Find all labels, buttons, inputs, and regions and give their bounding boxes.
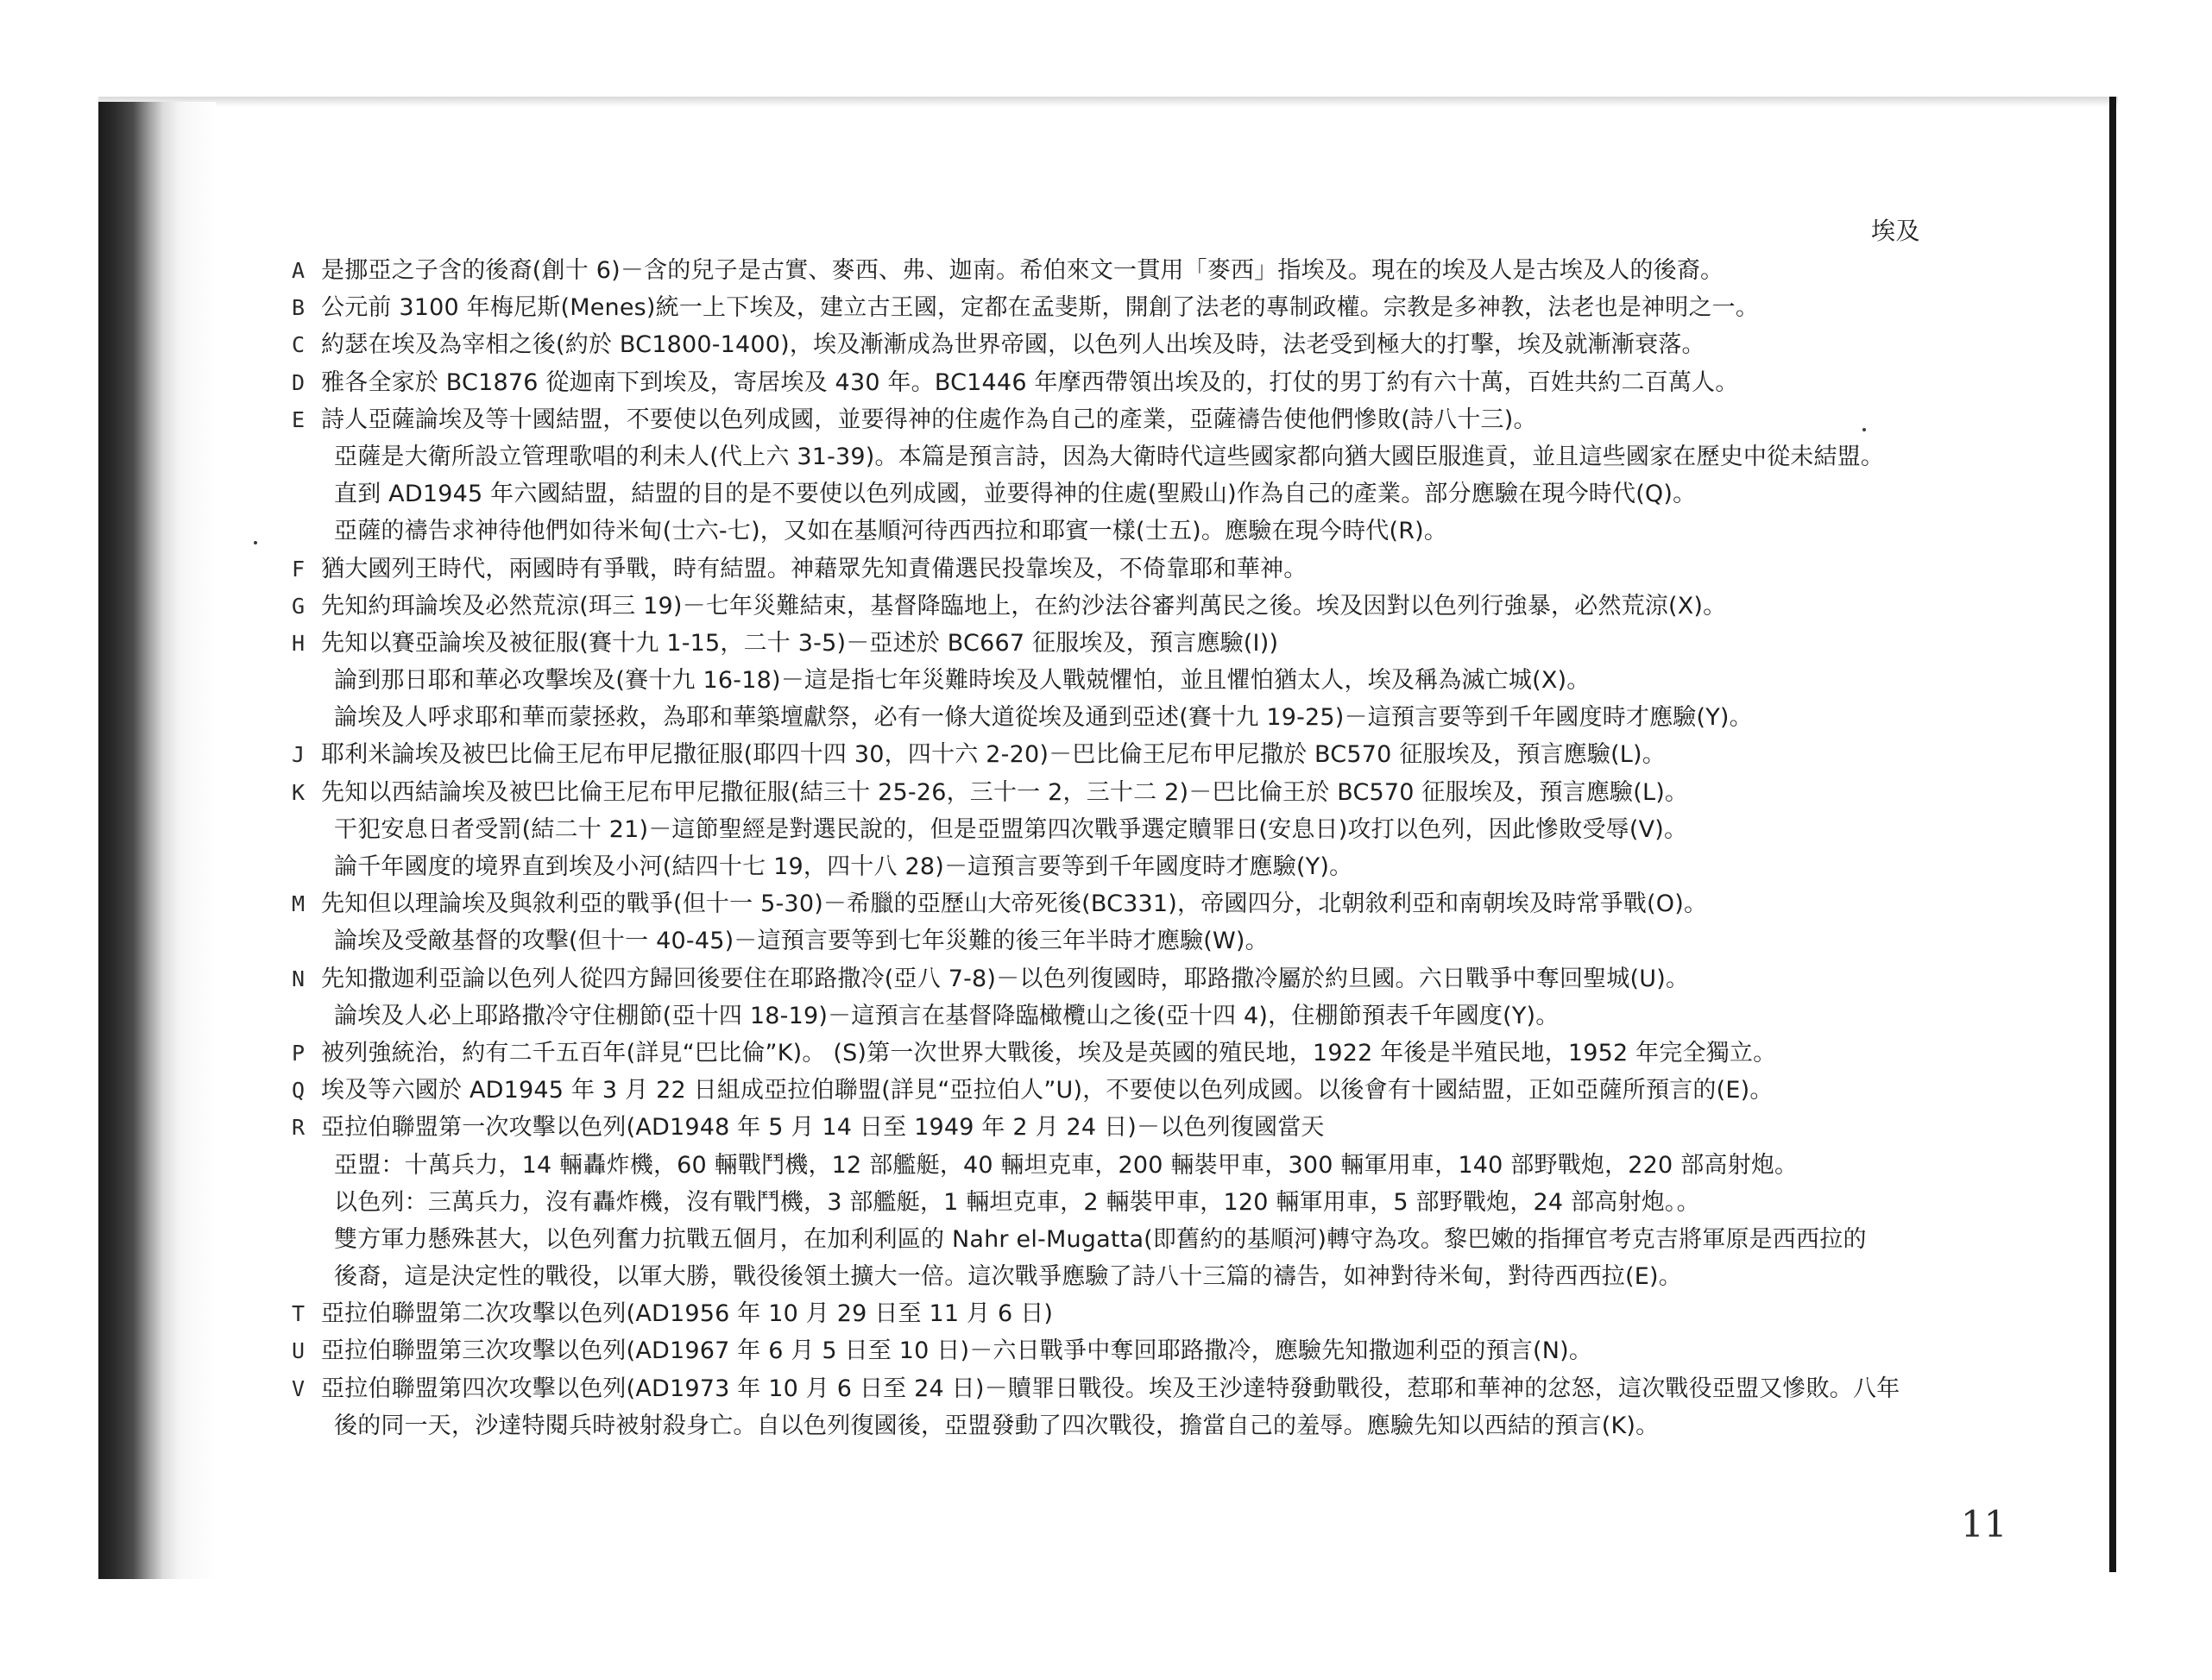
- line-text: 亞薩是大衛所設立管理歌唱的利未人(代上六 31-39)。本篇是預言詩，因為大衛時代這些國家都向猶大國臣服進貢，並且這些國家在歷史中從未結盟。: [334, 443, 1885, 470]
- line-text: 亞盟：十萬兵力，14 輛轟炸機，60 輛戰鬥機，12 部艦艇，40 輛坦克車，200 輛裝甲車，300 輛軍用車，140 部野戰炮，220 部高射炮。: [334, 1151, 1799, 1179]
- line-text: 先知以西結論埃及被巴比倫王尼布甲尼撒征服(結三十 25-26，三十一 2，三十二 2)－巴比倫王於 BC570 征服埃及，預言應驗(L)。: [321, 778, 1689, 806]
- continuation-line: [292, 811, 1932, 848]
- line-text: 亞拉伯聯盟第四次攻擊以色列(AD1973 年 10 月 6 日至 24 日)－贖罪日戰役。埃及王沙達特發動戰役，惹耶和華神的忿怒，這次戰役亞盟又慘敗。八年: [321, 1375, 1900, 1402]
- line-text: 雅各全家於 BC1876 從迦南下到埃及，寄居埃及 430 年。BC1446 年摩西帶領出埃及的，打仗的男丁約有六十萬，百姓共約二百萬人。: [321, 368, 1739, 396]
- section-line: [292, 326, 1932, 363]
- line-text: 先知約珥論埃及必然荒涼(珥三 19)－七年災難結束，基督降臨地上，在約沙法谷審判萬民之後。埃及因對以色列行強暴，必然荒涼(X)。: [321, 592, 1727, 620]
- line-text: 約瑟在埃及為宰相之後(約於 BC1800-1400)，埃及漸漸成為世界帝國，以色列人出埃及時，法老受到極大的打擊，埃及就漸漸衰落。: [321, 331, 1705, 359]
- section-line: [292, 364, 1932, 401]
- section-line: [292, 551, 1932, 588]
- page-right-edge: [2109, 97, 2116, 1572]
- continuation-line: [292, 513, 1932, 550]
- section-line: [292, 885, 1932, 922]
- section-marker: U: [292, 1338, 306, 1364]
- line-text: 干犯安息日者受罰(結二十 21)－這節聖經是對選民說的，但是亞盟第四次戰爭選定贖罪日(安息日)攻打以色列，因此慘敗受辱(V)。: [334, 815, 1688, 843]
- line-text: 亞拉伯聯盟第三次攻擊以色列(AD1967 年 6 月 5 日至 10 日)－六日戰爭中奪回耶路撒冷，應驗先知撒迦利亞的預言(N)。: [321, 1337, 1593, 1365]
- line-text: 雙方軍力懸殊甚大，以色列奮力抗戰五個月，在加利利區的 Nahr el-Mugatta(即舊約的基順河)轉守為攻。黎巴嫩的指揮官考克吉將軍原是西西拉的: [334, 1225, 1867, 1253]
- line-text: 論埃及人呼求耶和華而蒙拯救，為耶和華築壇獻祭，必有一條大道從埃及通到亞述(賽十九 19-25)－這預言要等到千年國度時才應驗(Y)。: [334, 704, 1753, 732]
- section-marker: F: [292, 556, 306, 582]
- section-line: [292, 252, 1932, 289]
- continuation-line: [292, 1184, 1932, 1221]
- section-marker: D: [292, 369, 306, 395]
- section-line: [292, 736, 1932, 773]
- line-text: 詩人亞薩論埃及等十國結盟，不要使以色列成國，並要得神的住處作為自己的產業，亞薩禱告使他們慘敗(詩八十三)。: [321, 406, 1537, 433]
- section-line: [292, 588, 1932, 625]
- section-line: [292, 1109, 1932, 1146]
- section-marker: A: [292, 258, 306, 283]
- section-marker: N: [292, 966, 306, 991]
- scan-speck: [254, 541, 257, 544]
- line-text: 先知但以理論埃及與敘利亞的戰爭(但十一 5-30)－希臘的亞歷山大帝死後(BC331)，帝國四分，北朝敘利亞和南朝埃及時常爭戰(O)。: [321, 890, 1708, 918]
- section-line: [292, 625, 1932, 662]
- line-text: 論埃及人必上耶路撒冷守住棚節(亞十四 18-19)－這預言在基督降臨橄欖山之後(亞十四 4)，住棚節預表千年國度(Y)。: [334, 1002, 1560, 1029]
- line-text: 公元前 3100 年梅尼斯(Menes)統一上下埃及，建立古王國，定都在孟斐斯，開創了法老的專制政權。宗教是多神教，法老也是神明之一。: [321, 294, 1760, 322]
- line-text: 論千年國度的境界直到埃及小河(結四十七 19，四十八 28)－這預言要等到千年國度時才應驗(Y)。: [334, 853, 1353, 880]
- section-line: [292, 774, 1932, 811]
- line-text: 先知以賽亞論埃及被征服(賽十九 1-15，二十 3-5)－亞述於 BC667 征服埃及，預言應驗(I)): [321, 629, 1279, 657]
- section-marker: G: [292, 593, 306, 619]
- continuation-line: [292, 922, 1932, 960]
- section-marker: B: [292, 295, 306, 321]
- section-line: [292, 289, 1932, 326]
- line-text: 論埃及受敵基督的攻擊(但十一 40-45)－這預言要等到七年災難的後三年半時才應驗(W)。: [334, 928, 1269, 955]
- continuation-line: [292, 848, 1932, 885]
- document-body: [292, 252, 1932, 1444]
- section-marker: M: [292, 891, 306, 917]
- section-marker: Q: [292, 1078, 306, 1104]
- section-marker: H: [292, 630, 306, 656]
- scan-speck: [1862, 428, 1866, 431]
- continuation-line: [292, 699, 1932, 736]
- continuation-line: [292, 662, 1932, 699]
- book-binding-shadow: [98, 102, 216, 1579]
- section-marker: P: [292, 1040, 306, 1066]
- section-line: [292, 1332, 1932, 1369]
- page-top-edge: [98, 97, 2118, 107]
- continuation-line: [292, 1147, 1932, 1184]
- line-text: 被列強統治，約有二千五百年(詳見“巴比倫”K)。 (S)第一次世界大戰後，埃及是英國的殖民地，1922 年後是半殖民地，1952 年完全獨立。: [321, 1039, 1777, 1067]
- section-line: [292, 401, 1932, 438]
- line-text: 亞拉伯聯盟第一次攻擊以色列(AD1948 年 5 月 14 日至 1949 年 2 月 24 日)－以色列復國當天: [321, 1114, 1325, 1142]
- continuation-line: [292, 997, 1932, 1035]
- section-marker: K: [292, 779, 306, 805]
- section-marker: T: [292, 1301, 306, 1327]
- section-line: [292, 1370, 1932, 1407]
- continuation-line: [292, 475, 1932, 513]
- page-header-label: 埃及: [1871, 217, 1921, 245]
- section-marker: J: [292, 742, 306, 768]
- line-text: 亞拉伯聯盟第二次攻擊以色列(AD1956 年 10 月 29 日至 11 月 6 日): [321, 1300, 1054, 1328]
- continuation-line: [292, 1258, 1932, 1295]
- line-text: 是挪亞之子含的後裔(創十 6)－含的兒子是古實、麥西、弗、迦南。希伯來文一貫用「麥西」指埃及。現在的埃及人是古埃及人的後裔。: [321, 257, 1724, 284]
- section-marker: C: [292, 332, 306, 358]
- section-marker: E: [292, 406, 306, 432]
- continuation-line: [292, 438, 1932, 475]
- line-text: 直到 AD1945 年六國結盟，結盟的目的是不要使以色列成國，並要得神的住處(聖殿山)作為自己的產業。部分應驗在現今時代(Q)。: [334, 481, 1697, 508]
- line-text: 後裔，這是決定性的戰役，以軍大勝，戰役後領土擴大一倍。這次戰爭應驗了詩八十三篇的禱告，如神對待米甸，對待西西拉(E)。: [334, 1263, 1682, 1291]
- section-line: [292, 1035, 1932, 1072]
- continuation-line: [292, 1221, 1932, 1258]
- section-marker: V: [292, 1375, 306, 1401]
- section-line: [292, 960, 1932, 997]
- continuation-line: [292, 1407, 1932, 1444]
- page-number: 11: [1961, 1503, 2007, 1545]
- section-line: [292, 1295, 1932, 1332]
- line-text: 亞薩的禱告求神待他們如待米甸(士六-七)，又如在基順河待西西拉和耶賓一樣(士五)。應驗在現今時代(R)。: [334, 518, 1448, 545]
- line-text: 埃及等六國於 AD1945 年 3 月 22 日組成亞拉伯聯盟(詳見“亞拉伯人”U)，不要使以色列成國。以後會有十國結盟，正如亞薩所預言的(E)。: [321, 1077, 1774, 1104]
- line-text: 先知撒迦利亞論以色列人從四方歸回後要住在耶路撒冷(亞八 7-8)－以色列復國時，耶路撒冷屬於約旦國。六日戰爭中奪回聖城(U)。: [321, 965, 1690, 992]
- line-text: 耶利米論埃及被巴比倫王尼布甲尼撒征服(耶四十四 30，四十六 2-20)－巴比倫王尼布甲尼撒於 BC570 征服埃及，預言應驗(L)。: [321, 741, 1666, 769]
- section-marker: R: [292, 1115, 306, 1141]
- line-text: 猶大國列王時代，兩國時有爭戰，時有結盟。神藉眾先知責備選民投靠埃及，不倚靠耶和華神。: [321, 555, 1308, 582]
- section-line: [292, 1072, 1932, 1109]
- line-text: 以色列：三萬兵力，沒有轟炸機，沒有戰鬥機，3 部艦艇，1 輛坦克車，2 輛裝甲車，120 輛軍用車，5 部野戰炮，24 部高射炮。。: [334, 1188, 1700, 1216]
- line-text: 論到那日耶和華必攻擊埃及(賽十九 16-18)－這是指七年災難時埃及人戰兢懼怕，並且懼怕猶太人，埃及稱為滅亡城(X)。: [334, 667, 1591, 695]
- line-text: 後的同一天，沙達特閱兵時被射殺身亡。自以色列復國後，亞盟發動了四次戰役，擔當自己的羞辱。應驗先知以西結的預言(K)。: [334, 1412, 1660, 1439]
